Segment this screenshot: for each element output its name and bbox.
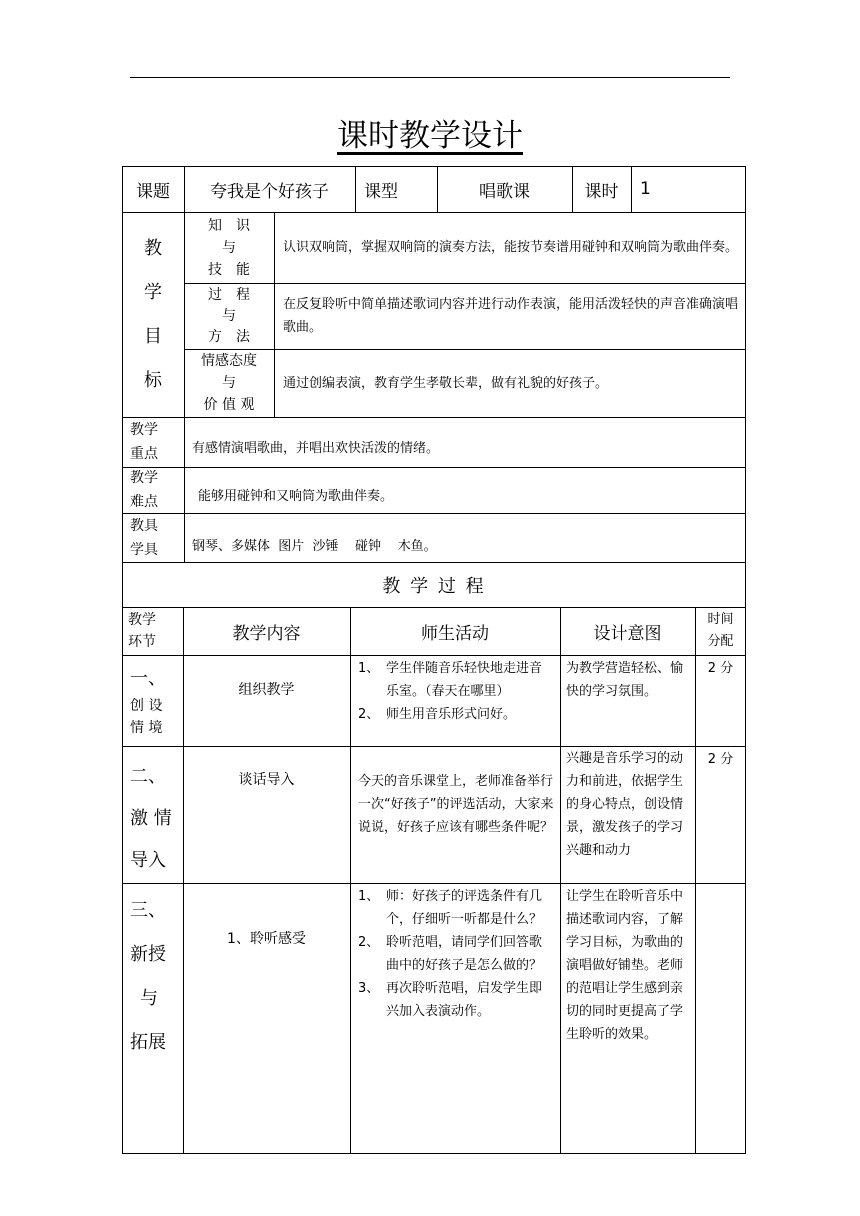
type-value: 唱歌课 [479, 181, 530, 202]
list-item: 3、 再次聆听范唱，启发学生即兴加入表演动作。 [358, 981, 543, 1019]
list-item: 2、 师生用音乐形式问好。 [358, 707, 517, 722]
page-title: 课时教学设计 [337, 118, 523, 154]
topic-value: 夸我是个好孩子 [210, 181, 329, 202]
content-2: 谈话导入 [238, 772, 295, 788]
key-point-text: 有感情演唱歌曲，并唱出欢快活泼的情绪。 [192, 441, 440, 456]
difficulty-text: 能够用碰钟和又响筒为歌曲伴奏。 [198, 489, 394, 504]
objective-text-knowledge: 认识双响筒，掌握双响筒的演奏方法，能按节奏谱用碰钟和双响筒为歌曲伴奏。 [283, 240, 739, 255]
time-3 [695, 885, 746, 907]
tools-text: 钢琴、多媒体 图片 沙锤 碰钟 木鱼。 [192, 538, 437, 554]
content-header: 教学内容 [232, 623, 301, 644]
stage-3: 三、 新授 与 拓展 [130, 900, 166, 1053]
intent-header: 设计意图 [593, 623, 662, 644]
content-3: 1、聆听感受 [227, 931, 306, 947]
objective-label-process: 过 程 与 方 法 [208, 286, 250, 345]
list-item: 2、 聆听范唱，请同学们回答歌曲中的好孩子是怎么做的？ [358, 935, 543, 973]
objective-label-knowledge: 知 识 与 技 能 [208, 217, 250, 278]
period-label: 课时 [584, 181, 619, 202]
stage-2: 二、 激 情 导入 [130, 766, 172, 871]
activity-2: 今天的音乐课堂上，老师准备举行一次“好孩子”的评选活动，大家来说说，好孩子应该有哪些条件呢？ [358, 774, 554, 835]
activities-1 [358, 657, 554, 726]
header-rule [130, 77, 730, 78]
intent-1: 为教学营造轻松、愉快的学习氛围。 [566, 661, 684, 699]
list-item: 1、 师：好孩子的评选条件有几个，仔细听一听都是什么？ [358, 889, 543, 927]
activities-3 [358, 885, 554, 1023]
type-label: 课型 [364, 181, 398, 202]
process-title: 教 学 过 程 [382, 575, 486, 597]
period-value: 1 [640, 179, 651, 199]
stage-1: 一、 创 设 情 境 [130, 668, 166, 736]
objective-text-emotion: 通过创编表演，教育学生孝敬长辈，做有礼貌的好孩子。 [283, 375, 609, 391]
difficulty-label: 教学 难点 [130, 470, 158, 510]
objective-text-process: 在反复聆听中简单描述歌词内容并进行动作表演，能用活泼轻快的声音准确演唱歌曲。 [283, 297, 739, 335]
objective-label-emotion: 情感态度 与 价 值 观 [201, 353, 257, 413]
intent-3: 让学生在聆听音乐中描述歌词内容，了解学习目标，为歌曲的演唱做好铺垫。老师的范唱让学生感到亲切的同时更提高了学生聆听的效果。 [566, 889, 684, 1042]
intent-2: 兴趣是音乐学习的动力和前进，依据学生的身心特点，创设情景，激发孩子的学习兴趣和动力 [566, 751, 684, 858]
topic-label: 课题 [136, 181, 170, 202]
content-1: 组织教学 [238, 682, 295, 698]
objectives-label: 教 学 目 标 [144, 237, 162, 391]
tools-label: 教具 学具 [130, 517, 158, 558]
stage-header: 教学 环节 [128, 612, 156, 650]
time-header: 时间 分配 [707, 612, 734, 649]
time-2: 2 分 [707, 751, 734, 767]
key-point-label: 教学 重点 [130, 422, 158, 462]
activity-header: 师生活动 [421, 623, 489, 644]
time-1: 2 分 [707, 660, 734, 676]
list-item: 1、 学生伴随音乐轻快地走进音乐室。（春天在哪里） [358, 661, 543, 699]
